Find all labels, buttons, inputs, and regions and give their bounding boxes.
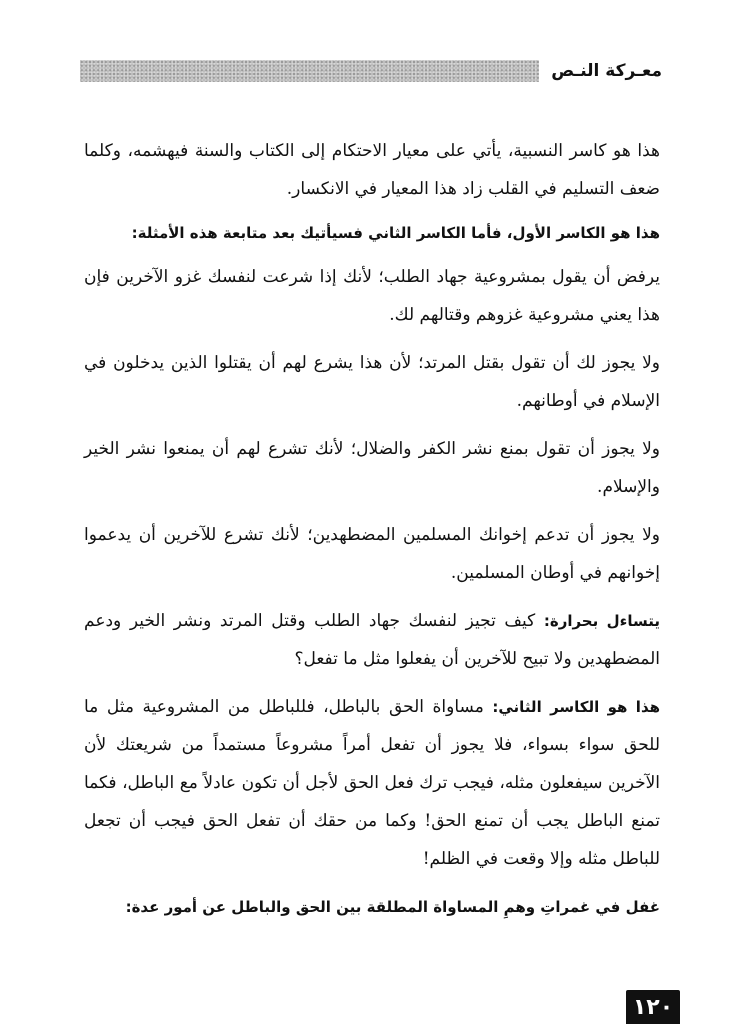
paragraph-4: ولا يجوز لك أن تقول بقتل المرتد؛ لأن هذا يشرع لهم أن يقتلوا الذين يدخلون في الإسلام في أوطانهم. <box>84 353 660 411</box>
paragraph-6: ولا يجوز أن تدعم إخوانك المسلمين المضطهدين؛ لأنك تشرع للآخرين أن يدعموا إخوانهم في أوطان المسلمين. <box>84 525 661 583</box>
paragraph-9: غفل في غمراتِ وهمِ المساواة المطلقة بين الحق والباطل عن أمور عدة: <box>125 898 660 916</box>
header-decorative-band <box>80 60 539 82</box>
paragraph-8-lead: هذا هو الكاسر الثاني: <box>492 698 661 716</box>
paragraph-7-lead: يتساءل بحرارة: <box>543 612 660 630</box>
page-number: ١٢٠ <box>626 990 680 1024</box>
paragraph-3: يرفض أن يقول بمشروعية جهاد الطلب؛ لأنك إذا شرعت لنفسك غزو الآخرين فإن هذا يعني مشروعية غزوهم وقتالهم لك. <box>84 267 660 325</box>
header-title: معـركة النـص <box>551 61 662 81</box>
running-header <box>80 56 662 86</box>
paragraph-8: هذا هو الكاسر الثاني: مساواة الحق بالباطل، فللباطل من المشروعية مثل ما للحق سواء بسواء، فلا يجوز أن تفعل أمراً مشروعاً مستمداً من شريعتك لأن الآخرين سيفعلون مثله، فيجب ترك فعل الحق لأجل أن تكون عادلاً مع الباطل، فكما تمنع الباطل يجب أن تمنع الحق! وكما من حقك أن تفعل الحق فيجب أن تجعل للباطل مثله وإلا وقعت في الظلم! <box>84 697 661 869</box>
page-body <box>84 132 660 936</box>
paragraph-1: هذا هو كاسر النسبية، يأتي على معيار الاحتكام إلى الكتاب والسنة فيهشمه، وكلما ضعف التسليم في القلب زاد هذا المعيار في الانكسار. <box>84 141 660 199</box>
paragraph-2: هذا هو الكاسر الأول، فأما الكاسر الثاني فسيأتيك بعد متابعة هذه الأمثلة: <box>131 224 660 242</box>
paragraph-5: ولا يجوز أن تقول بمنع نشر الكفر والضلال؛ لأنك تشرع لهم أن يمنعوا نشر الخير والإسلام. <box>84 439 660 497</box>
paragraph-7: يتساءل بحرارة: كيف تجيز لنفسك جهاد الطلب وقتل المرتد ونشر الخير ودعم المضطهدين ولا تبيح للآخرين أن يفعلوا مثل ما تفعل؟ <box>84 611 660 669</box>
